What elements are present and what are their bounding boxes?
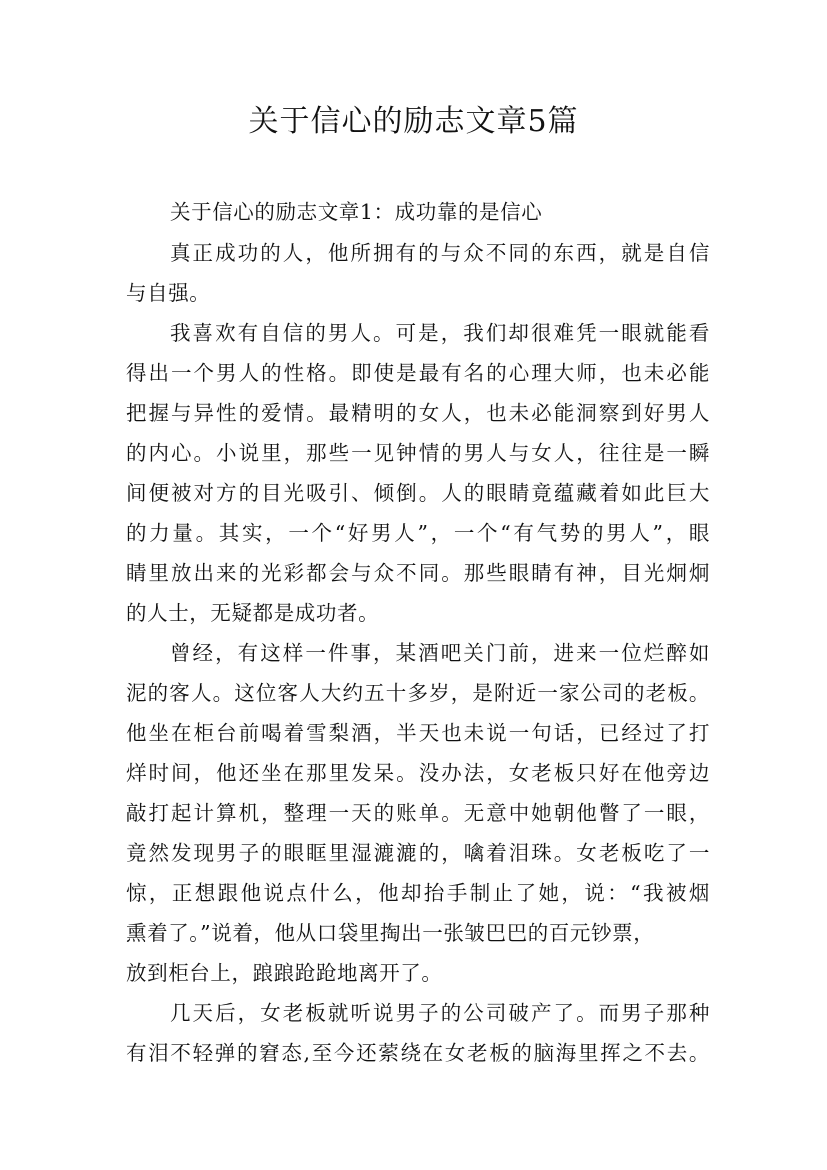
document-body [126, 197, 710, 1069]
paragraph-line: 我喜欢有自信的男人。可是，我们却很难凭一眼就能看 [170, 321, 710, 345]
paragraph-line: 惊，正想跟他说点什么，他却抬手制止了她，说：“我被烟 [126, 881, 710, 905]
paragraph-line: 熏着了。”说着，他从口袋里掏出一张皱巴巴的百元钞票， [126, 921, 655, 945]
paragraph-line: 的力量。其实，一个“好男人”，一个“有气势的男人”，眼 [126, 521, 710, 545]
document-title: 关于信心的励志文章5篇 [248, 104, 579, 139]
paragraph-line: 把握与异性的爱情。最精明的女人，也未必能洞察到好男人 [126, 401, 710, 425]
paragraph-line: 的人士，无疑都是成功者。 [126, 601, 380, 625]
paragraph-line: 睛里放出来的光彩都会与众不同。那些眼睛有神，目光炯炯 [126, 561, 710, 585]
paragraph-line: 间便被对方的目光吸引、倾倒。人的眼睛竟蕴藏着如此巨大 [126, 481, 710, 505]
paragraph-line: 有泪不轻弹的窘态,至今还萦绕在女老板的脑海里挥之不去。 [126, 1041, 710, 1065]
paragraph-line: 烊时间，他还坐在那里发呆。没办法，女老板只好在他旁边 [126, 761, 710, 785]
paragraph-line: 得出一个男人的性格。即使是最有名的心理大师，也未必能 [126, 361, 710, 385]
paragraph-line: 真正成功的人，他所拥有的与众不同的东西，就是自信 [170, 241, 710, 265]
paragraph-line: 与自强。 [126, 281, 211, 305]
paragraph-line: 竟然发现男子的眼眶里湿漉漉的，噙着泪珠。女老板吃了一 [126, 841, 710, 865]
paragraph-line: 曾经，有这样一件事，某酒吧关门前，进来一位烂醉如 [170, 641, 710, 665]
paragraph-line: 的内心。小说里，那些一见钟情的男人与女人，往往是一瞬 [126, 441, 710, 465]
section-heading: 关于信心的励志文章1：成功靠的是信心 [170, 200, 543, 224]
paragraph-line: 几天后，女老板就听说男子的公司破产了。而男子那种 [170, 1001, 710, 1025]
paragraph-line: 泥的客人。这位客人大约五十多岁，是附近一家公司的老板。 [126, 681, 710, 705]
paragraph-line: 他坐在柜台前喝着雪梨酒，半天也未说一句话，已经过了打 [126, 721, 710, 745]
paragraph-line: 敲打起计算机，整理一天的账单。无意中她朝他瞥了一眼， [126, 801, 710, 825]
paragraph-line: 放到柜台上，踉踉跄跄地离开了。 [126, 961, 443, 985]
